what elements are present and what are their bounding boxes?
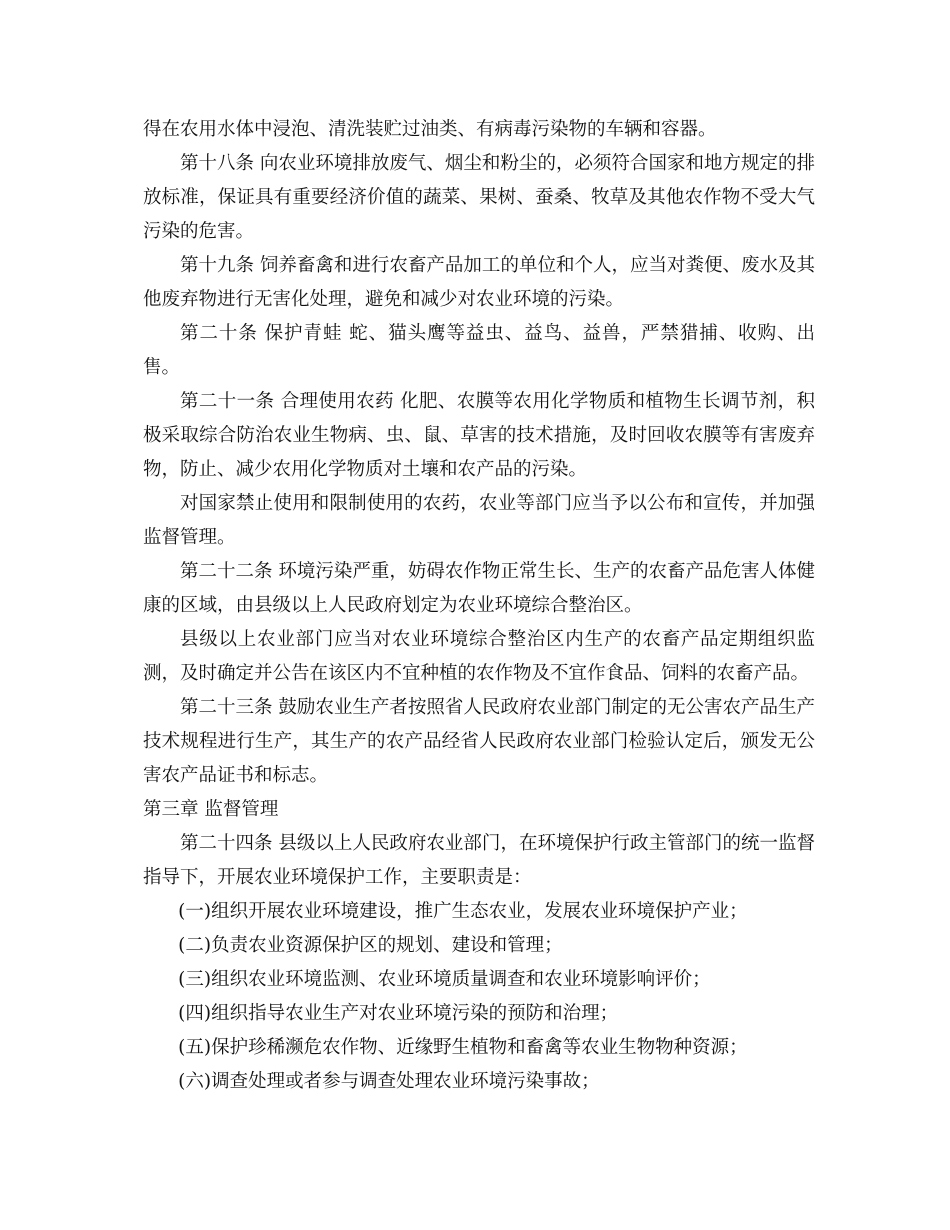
article-20: 第二十条 保护青蛙 蛇、猫头鹰等益虫、益鸟、益兽，严禁猎捕、收购、出售。: [143, 323, 815, 378]
list-item: (三)组织农业环境监测、农业环境质量调查和农业环境影响评价；: [178, 969, 711, 990]
list-item: (二)负责农业资源保护区的规划、建设和管理；: [178, 935, 563, 956]
article-23: 第二十三条 鼓励农业生产者按照省人民政府农业部门制定的无公害农产品生产技术规程进行生产，其生产的农产品经省人民政府农业部门检验认定后，颁发无公害农产品证书和标志。: [143, 697, 815, 786]
list-item: (五)保护珍稀濒危农作物、近缘野生植物和畜禽等农业生物物种资源；: [178, 1037, 748, 1058]
list-item: (一)组织开展农业环境建设，推广生态农业，发展农业环境保护产业；: [178, 901, 748, 922]
list-item: (六)调查处理或者参与调查处理农业环境污染事故；: [178, 1071, 600, 1092]
paragraph-continuation: 得在农用水体中浸泡、清洗装贮过油类、有病毒污染物的车辆和容器。: [143, 119, 717, 140]
article-21-paragraph-2: 对国家禁止使用和限制使用的农药，农业等部门应当予以公布和宣传，并加强监督管理。: [143, 493, 815, 548]
article-18: 第十八条 向农业环境排放废气、烟尘和粉尘的，必须符合国家和地方规定的排放标准，保证具有重要经济价值的蔬菜、果树、蚕桑、牧草及其他农作物不受大气污染的危害。: [143, 153, 815, 242]
article-24: 第二十四条 县级以上人民政府农业部门，在环境保护行政主管部门的统一监督指导下，开展农业环境保护工作，主要职责是：: [143, 833, 815, 888]
article-21: 第二十一条 合理使用农药 化肥、农膜等农用化学物质和植物生长调节剂，积极采取综合防治农业生物病、虫、鼠、草害的技术措施，及时回收农膜等有害废弃物，防止、减少农用化学物质对土壤和农产品的污染。: [143, 391, 815, 480]
document-body: [143, 113, 815, 1099]
article-22: 第二十二条 环境污染严重，妨碍农作物正常生长、生产的农畜产品危害人体健康的区域，由县级以上人民政府划定为农业环境综合整治区。: [143, 561, 815, 616]
article-19: 第十九条 饲养畜禽和进行农畜产品加工的单位和个人，应当对粪便、废水及其他废弃物进行无害化处理，避免和减少对农业环境的污染。: [143, 255, 815, 310]
list-item: (四)组织指导农业生产对农业环境污染的预防和治理；: [178, 1003, 619, 1024]
article-22-paragraph-2: 县级以上农业部门应当对农业环境综合整治区内生产的农畜产品定期组织监测，及时确定并公告在该区内不宜种植的农作物及不宜作食品、饲料的农畜产品。: [143, 629, 815, 684]
chapter-heading: 第三章 监督管理: [143, 799, 279, 820]
